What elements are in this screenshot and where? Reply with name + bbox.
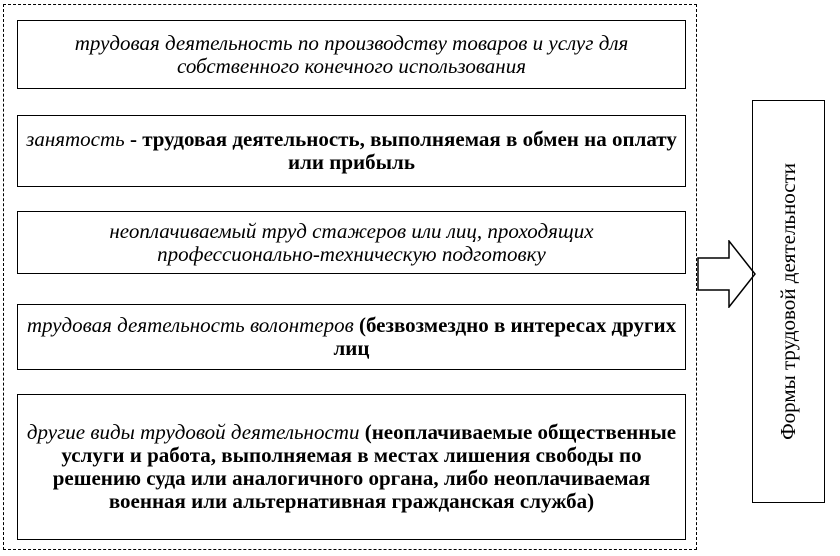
form-box-volunteer-work-term: трудовая деятельность волонтеров [26,313,354,337]
side-label-text: Формы трудовой деятельности [776,163,800,440]
form-box-unpaid-trainee-work [17,211,686,274]
form-box-own-use-production [17,20,686,89]
form-box-own-use-production-text: трудовая деятельность по производству товаров и услуг для собственного конечного использования [74,30,629,78]
form-box-volunteer-work-description: (безвозмездно в интересах других лиц [333,313,677,360]
form-box-other-work-description: (неоплачиваемые общественные услуги и работа, выполняемая в местах лишения свободы по решению суда или аналогичного органа, либо неоплачиваемая военная или альтернативная гражданская служба) [52,420,677,513]
form-box-other-work-term: другие виды трудовой деятельности [26,420,360,444]
form-box-employment-term: занятость [26,127,125,151]
form-box-employment [17,115,686,187]
right-arrow-icon [697,240,757,308]
side-label-box [752,100,825,503]
form-box-employment-description: - трудовая деятельность, выполняемая в обмен на оплату или прибыль [124,127,677,174]
form-box-other-work [17,394,686,540]
form-box-volunteer-work [17,304,686,370]
form-box-unpaid-trainee-work-text: неоплачиваемый труд стажеров или лиц, проходящих профессионально-техническую подготовку [109,218,594,266]
